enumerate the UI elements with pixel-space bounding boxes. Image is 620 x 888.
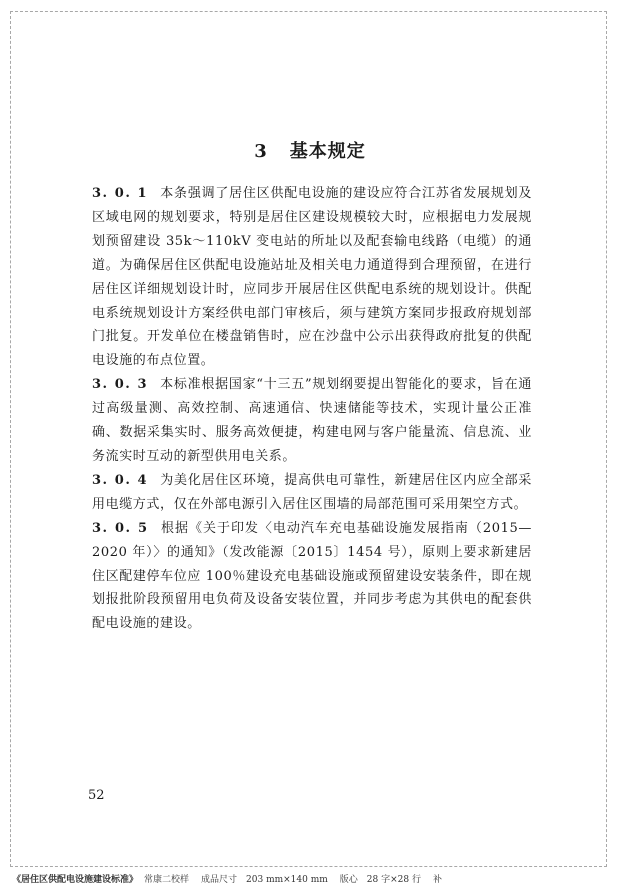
clause-number: 3. 0. 3 [92, 377, 149, 393]
footer-proof: 常康二校样 [144, 875, 190, 885]
paragraph [92, 182, 532, 373]
page-number: 52 [88, 788, 105, 803]
footer-extra: 补 [432, 875, 442, 885]
paragraph-text: 本标准根据国家“十三五”规划纲要提出智能化的要求，旨在通过高级量测、高效控制、高速通信、快速储能等技术，实现计量公正准确、数据采集实时、服务高效便捷，构建电网与客户能量流、信息流、业务流实时互动的新型供用电关系。 [92, 377, 533, 464]
clause-number: 3. 0. 4 [92, 472, 149, 488]
paragraph [92, 373, 532, 469]
chapter-number: 3 [254, 141, 268, 162]
clause-number: 3. 0. 1 [92, 186, 149, 201]
body-text [92, 182, 532, 636]
chapter-title-text: 基本规定 [289, 141, 366, 162]
footer-core: 版心 28 字×28 行 [339, 875, 421, 885]
paragraph-text: 根据《关于印发〈电动汽车充电基础设施发展指南（2015—2020 年）〉的通知》（发改能源〔2015〕1454 号），原则上要求新建居住区配建停车位应 100％建设充电基础设施或预留建设安装条件，即在规划报批阶段预留用电负荷及设备安装位置，并同步考虑为其供电的配套供配电设施的建设。 [92, 520, 532, 632]
footer-size: 成品尺寸 203 mm×140 mm [201, 875, 328, 885]
paragraph [92, 517, 532, 637]
print-footer [12, 872, 454, 885]
footer-book-title: 《居住区供配电设施建设标准》 [12, 875, 139, 885]
clause-number: 3. 0. 5 [92, 520, 149, 536]
paragraph-text: 为美化居住区环境，提高供电可靠性，新建居住区内应全部采用电缆方式，仅在外部电源引入居住区围墙的局部范围可采用架空方式。 [92, 472, 532, 512]
paragraph [92, 469, 532, 517]
chapter-title [0, 137, 620, 163]
paragraph-text: 本条强调了居住区供配电设施的建设应符合江苏省发展规划及区域电网的规划要求，特别是居住区建设规模较大时，应根据电力发展规划预留建设 35k～110kV 变电站的所址以及配套输电线路（电缆）的通道。为确保居住区供配电设施站址及相关电力通道得到合理预留，在进行居住区详细规划设计时，应同步开展居住区供配电系统的规划设计。供配电系统规划设计方案经供电部门审核后，须与建筑方案同步报政府规划部门批复。开发单位在楼盘销售时，应在沙盘中公示出获得政府批复的供配电设施的布点位置。 [92, 186, 532, 369]
